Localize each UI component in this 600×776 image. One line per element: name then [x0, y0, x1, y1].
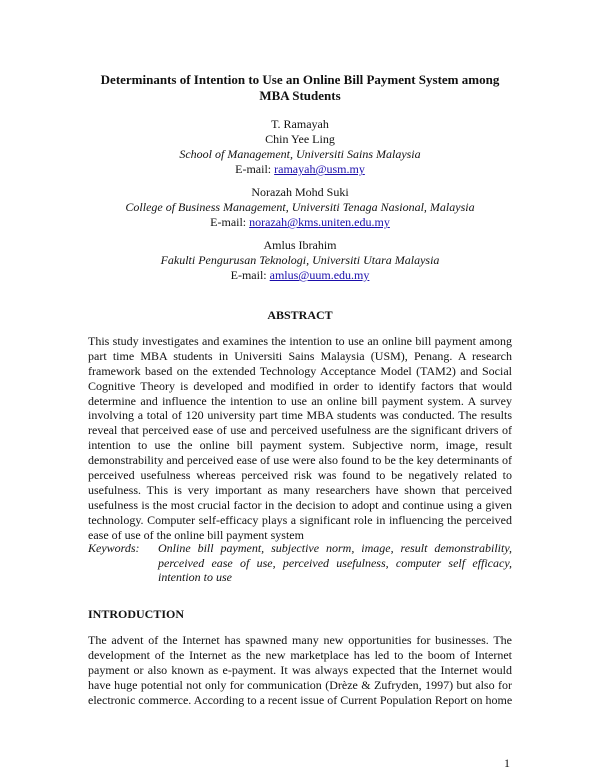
abstract-heading: ABSTRACT — [267, 308, 333, 322]
abstract-line: involving a total of 120 university part time MBA students was conducted. The results — [88, 408, 512, 423]
abstract-line: usefulness. This is very important as many researchers have shown that perceived — [88, 482, 512, 497]
keywords-line: Online bill payment, subjective norm, image, result demonstrability, — [158, 541, 512, 555]
keywords-label: Keywords: — [88, 541, 140, 555]
author-name: Amlus Ibrahim — [263, 238, 337, 252]
abstract-line: intention to use the online bill payment system. Subjective norm, image, result — [88, 438, 512, 453]
author-affiliation: College of Business Management, Universiti Tenaga Nasional, Malaysia — [125, 200, 475, 214]
keywords-list — [158, 541, 512, 585]
author-name: Norazah Mohd Suki — [251, 185, 349, 199]
abstract-line: Cognitive Theory is developed and modified in order to identify factors that would — [88, 378, 512, 393]
email-label: E-mail: — [235, 162, 275, 176]
author-email-link[interactable]: norazah@kms.uniten.edu.my — [249, 215, 390, 229]
abstract-line: demonstrability and perceived ease of use were also found to be the key determinants of — [88, 453, 512, 468]
abstract-line: technology. Computer self-efficacy plays a significant role in influencing the perceived — [88, 512, 512, 527]
title-line-2: MBA Students — [259, 88, 341, 103]
author-name: T. Ramayah — [271, 117, 329, 131]
author-block-1 — [60, 117, 540, 177]
introduction-line: electronic commerce. According to a recent issue of Current Population Report on home — [88, 692, 513, 707]
abstract-body — [88, 334, 512, 542]
keywords-line: intention to use — [158, 570, 232, 584]
author-email-link[interactable]: ramayah@usm.my — [274, 162, 365, 176]
introduction-line: The advent of the Internet has spawned many new opportunities for businesses. The — [88, 633, 512, 647]
introduction-line: have huge potential not only for communication (Drèze & Zufryden, 1997) but also for — [88, 677, 512, 692]
introduction-line: payment or also known as e-payment. It was always expected that the Internet would — [88, 662, 512, 677]
abstract-line: determine and influence the intention to use an online bill payment system. A survey — [88, 393, 512, 408]
keywords-line: perceived ease of use, perceived usefulness, computer self efficacy, — [158, 555, 512, 570]
abstract-line: usefulness is the most crucial factor in the decision to adopt and continue using a given — [88, 497, 512, 512]
paper-title — [60, 72, 540, 104]
email-label: E-mail: — [230, 268, 270, 282]
introduction-heading: INTRODUCTION — [88, 607, 185, 621]
author-affiliation: School of Management, Universiti Sains Malaysia — [179, 147, 421, 161]
author-email-line — [60, 162, 540, 177]
email-label: E-mail: — [210, 215, 250, 229]
author-block-3 — [60, 238, 540, 283]
author-block-2 — [60, 185, 540, 230]
abstract-line: part time MBA students in Universiti Sains Malaysia (USM), Penang. A research — [88, 348, 512, 363]
page-number: 1 — [504, 756, 510, 770]
author-affiliation: Fakulti Pengurusan Teknologi, Universiti Utara Malaysia — [160, 253, 440, 267]
abstract-line: framework based on the extended Technology Acceptance Model (TAM2) and Social — [88, 363, 512, 378]
author-name: Chin Yee Ling — [265, 132, 335, 146]
abstract-line: ease of use of the online bill payment system — [88, 527, 304, 542]
abstract-line: reveal that perceived ease of use and perceived usefulness are the significant drivers of — [88, 423, 512, 438]
author-email-link[interactable]: amlus@uum.edu.my — [269, 268, 370, 282]
introduction-line: development of the Internet as the new marketplace has led to the boom of Internet — [88, 647, 512, 662]
author-email-line — [60, 268, 540, 283]
author-email-line — [60, 215, 540, 230]
abstract-line: perceived usefulness whereas perceived risk was found to be negatively related to — [88, 468, 512, 483]
title-line-1: Determinants of Intention to Use an Online Bill Payment System among — [100, 72, 500, 87]
introduction-body — [88, 633, 512, 707]
abstract-line: This study investigates and examines the intention to use an online bill payment among — [88, 334, 512, 348]
